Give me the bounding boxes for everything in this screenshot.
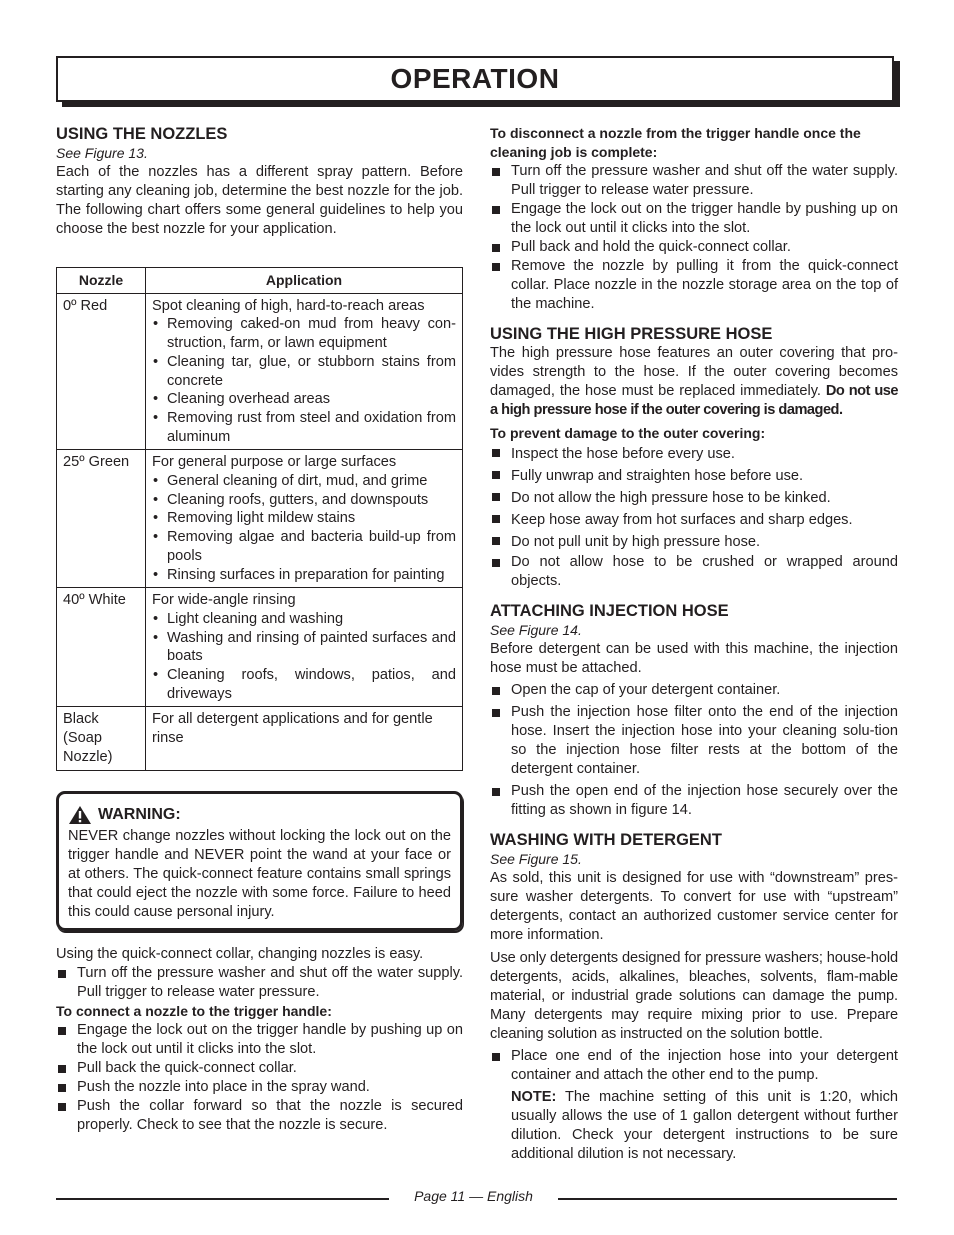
detergent-figure-ref: See Figure 15. xyxy=(490,851,582,867)
list-item: Push the injection hose filter onto the end of the injection hose. Insert the injection hose into your cleaning solu-tion so the injection hose filter rests at the bottom of the detergent container. xyxy=(490,703,898,779)
connect-heading: To connect a nozzle to the trigger handle: xyxy=(56,1002,332,1019)
warning-title: WARNING: xyxy=(98,805,181,823)
list-item: Do not pull unit by high pressure hose. xyxy=(490,531,898,553)
nozzle-cell: Black (Soap Nozzle) xyxy=(57,707,146,770)
section-banner xyxy=(56,56,894,102)
table-row xyxy=(57,450,463,588)
detergent-text-1: As sold, this unit is designed for use with “downstream” pres-sure washer detergents. To convert for use with “upstream” detergents, contact an authorized customer service center for more information. xyxy=(490,870,898,943)
note-paragraph xyxy=(490,1088,898,1164)
right-column xyxy=(490,124,898,1164)
application-cell xyxy=(146,707,463,770)
list-item: • Washing and rinsing of painted surfaces and boats xyxy=(152,629,456,666)
list-item: • Light cleaning and washing xyxy=(152,610,456,629)
nozzles-heading: USING THE NOZZLES xyxy=(56,125,228,143)
list-item: Inspect the hose before every use. xyxy=(490,443,898,465)
list-item: Do not allow hose to be crushed or wrapped around objects. xyxy=(490,553,898,591)
hose-text-body: The high pressure hose features an outer covering that pro-vides strength to the hose. If the outer covering becomes damaged, the hose must be replaced immediately. xyxy=(490,345,898,399)
list-item: Do not allow the high pressure hose to be kinked. xyxy=(490,487,898,509)
disconnect-list xyxy=(490,162,898,314)
list-item: Turn off the pressure washer and shut off the water supply. Pull trigger to release water pressure. xyxy=(56,964,463,1002)
list-item: Push the open end of the injection hose securely over the fitting as shown in figure 14. xyxy=(490,782,898,820)
list-item: • Rinsing surfaces in preparation for painting xyxy=(152,566,456,585)
nozzles-intro: Each of the nozzles has a different spray pattern. Before starting any cleaning job, determine the best nozzle for the job. The following chart offers some general guidelines to help you choose the best nozzle for your application. xyxy=(56,164,463,237)
prevent-list xyxy=(490,443,898,591)
detergent-heading: WASHING WITH DETERGENT xyxy=(490,831,722,849)
application-intro: For wide-angle rinsing xyxy=(152,592,296,609)
list-item: Engage the lock out on the trigger handle by pushing up on the lock out until it clicks into the slot. xyxy=(56,1021,463,1059)
application-cell xyxy=(146,450,463,588)
warning-triangle-icon xyxy=(68,805,92,825)
list-item: • Cleaning roofs, windows, patios, and driveways xyxy=(152,666,456,703)
nozzle-cell: 25º Green xyxy=(57,450,146,588)
connect-list xyxy=(56,1021,463,1135)
warning-text: NEVER change nozzles without locking the lock out on the trigger handle and NEVER point the wand at your face or at others. The quick-connect feature contains small springs that could eject the nozzle with some force. Failure to heed this could cause personal injury. xyxy=(68,827,451,920)
nozzle-table-body xyxy=(57,293,463,770)
list-item: Place one end of the injection hose into your detergent container and attach the other end to the pump. xyxy=(490,1047,898,1085)
collar-intro: Using the quick-connect collar, changing nozzles is easy. xyxy=(56,945,424,962)
nozzle-cell: 0º Red xyxy=(57,293,146,450)
page-title: OPERATION xyxy=(390,63,560,94)
list-item: • General cleaning of dirt, mud, and grime xyxy=(152,472,456,491)
collar-list xyxy=(56,964,463,1002)
detergent-list xyxy=(490,1047,898,1085)
nozzle-column-header: Nozzle xyxy=(57,268,146,294)
injection-text: Before detergent can be used with this machine, the injection hose must be attached. xyxy=(490,641,898,676)
list-item: Push the collar forward so that the nozzle is secured properly. Check to see that the nozzle is secure. xyxy=(56,1097,463,1135)
hose-warning-bold: Do not use a high pressure hose if the outer covering is damaged. xyxy=(490,383,898,418)
hose-heading: USING THE HIGH PRESSURE HOSE xyxy=(490,325,773,343)
warning-box xyxy=(56,791,463,931)
application-column-header: Application xyxy=(146,268,463,294)
application-list xyxy=(152,315,456,446)
application-intro: For general purpose or large surfaces xyxy=(152,454,397,471)
application-list xyxy=(152,472,456,584)
list-item: Pull back and hold the quick-connect collar. xyxy=(490,238,898,257)
list-item: Fully unwrap and straighten hose before use. xyxy=(490,465,898,487)
detergent-text-2: Use only detergents designed for pressure washers; house-hold detergents, acids, alkalines, bleaches, solvents, flam-mable material, or industrial grade solutions can damage the pump. Many detergents may require mixing prior to use. Prepare cleaning solution as instructed on the solution bottle. xyxy=(490,950,898,1042)
list-item: • Cleaning tar, glue, or stubborn stains from concrete xyxy=(152,353,456,390)
left-column xyxy=(56,124,463,1135)
list-item: Pull back the quick-connect collar. xyxy=(56,1059,463,1078)
footer-rule-right xyxy=(558,1198,897,1200)
list-item: Open the cap of your detergent container. xyxy=(490,681,898,700)
nozzle-table xyxy=(56,267,463,771)
list-item: • Removing rust from steel and oxidation from aluminum xyxy=(152,409,456,446)
note-label: NOTE: xyxy=(511,1089,557,1105)
nozzles-figure-ref: See Figure 13. xyxy=(56,145,148,161)
list-item: • Removing algae and bacteria build-up from pools xyxy=(152,528,456,565)
list-item: Turn off the pressure washer and shut off the water supply. Pull trigger to release water pressure. xyxy=(490,162,898,200)
application-cell xyxy=(146,588,463,707)
list-item: Remove the nozzle by pulling it from the quick-connect collar. Place nozzle in the nozzle storage area on the top of the machine. xyxy=(490,257,898,314)
injection-list xyxy=(490,681,898,820)
application-intro: For all detergent applications and for gentle rinse xyxy=(152,711,433,747)
prevent-heading: To prevent damage to the outer covering: xyxy=(490,425,766,441)
application-cell xyxy=(146,293,463,450)
disconnect-heading: To disconnect a nozzle from the trigger handle once the cleaning job is complete: xyxy=(490,125,861,160)
list-item: Engage the lock out on the trigger handle by pushing up on the lock out until it clicks into the slot. xyxy=(490,200,898,238)
list-item: • Cleaning overhead areas xyxy=(152,390,456,409)
footer-rule-left xyxy=(56,1198,389,1200)
hose-text xyxy=(490,344,898,420)
list-item: • Removing caked-on mud from heavy con-struction, farm, or lawn equipment xyxy=(152,315,456,352)
list-item: Keep hose away from hot surfaces and sharp edges. xyxy=(490,509,898,531)
note-text: The machine setting of this unit is 1:20, which usually allows the use of 1 gallon detergent without further dilution. Check your detergent instructions to be sure additional dilution is not necessary. xyxy=(511,1089,898,1162)
table-row xyxy=(57,707,463,770)
list-item: • Cleaning roofs, gutters, and downspouts xyxy=(152,491,456,510)
table-row xyxy=(57,293,463,450)
list-item: • Removing light mildew stains xyxy=(152,509,456,528)
page-number: Page 11 — English xyxy=(414,1188,533,1204)
list-item: Push the nozzle into place in the spray wand. xyxy=(56,1078,463,1097)
application-list xyxy=(152,610,456,704)
injection-figure-ref: See Figure 14. xyxy=(490,622,582,638)
application-intro: Spot cleaning of high, hard-to-reach areas xyxy=(152,297,425,314)
table-row xyxy=(57,588,463,707)
injection-heading: ATTACHING INJECTION HOSE xyxy=(490,602,729,620)
nozzle-cell: 40º White xyxy=(57,588,146,707)
